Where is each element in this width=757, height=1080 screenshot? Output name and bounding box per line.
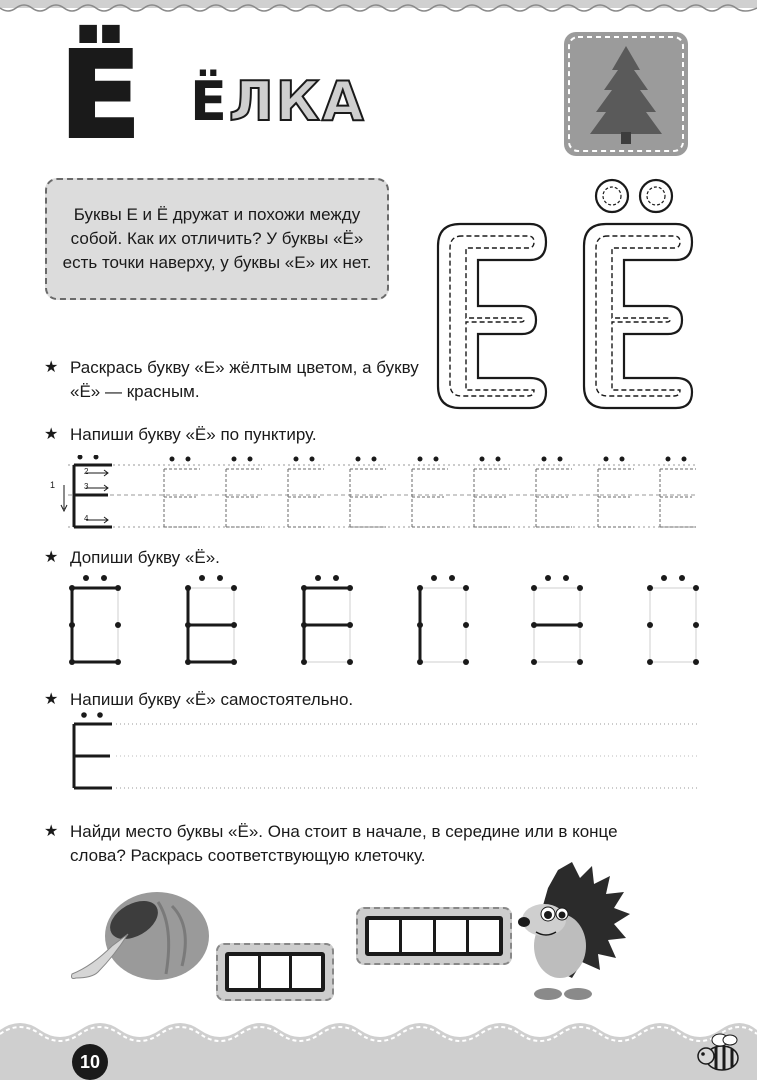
bee-icon [694, 1030, 744, 1074]
task-trace-text: Напиши букву «Ё» по пунктиру. [70, 425, 317, 444]
title-word-first-letter: Ё [190, 70, 227, 133]
grid-cell[interactable] [229, 956, 261, 988]
trace-writing-row [50, 455, 700, 530]
task-complete-text: Допиши букву «Ё». [70, 548, 220, 567]
hedgehog-icon [512, 858, 632, 1003]
stroke-number-1: 1 [50, 480, 56, 490]
task-trace [44, 423, 544, 447]
star-icon: ★ [44, 691, 59, 708]
outline-letter-e [438, 224, 546, 408]
stroke-number-4: 4 [84, 514, 89, 523]
task-self [44, 688, 544, 712]
star-icon: ★ [44, 426, 59, 443]
big-letter-yo: Ё [60, 26, 141, 164]
complete-letters-row [60, 572, 710, 672]
grid-cell[interactable] [292, 956, 321, 988]
title-word-yolka [190, 62, 366, 132]
grid-cell[interactable] [402, 920, 435, 952]
info-card [45, 178, 389, 300]
task-color-text: Раскрась букву «Е» жёлтым цветом, а букву «Ё» — красным. [70, 358, 419, 401]
task-complete [44, 546, 544, 570]
task-color [44, 356, 424, 404]
top-decorative-band [0, 0, 757, 12]
self-writing-row[interactable] [62, 712, 702, 792]
task-position-text: Найди место буквы «Ё». Она стоит в начале, в середине или в конце слова? Раскрась соответствующую клеточку. [70, 822, 618, 865]
fir-tree-picture [564, 32, 688, 156]
honey-pot-icon [62, 886, 212, 986]
outline-letter-yo [584, 180, 692, 408]
grid-cell[interactable] [261, 956, 293, 988]
star-icon: ★ [44, 359, 59, 376]
star-icon: ★ [44, 823, 59, 840]
page-number: 10 [72, 1044, 108, 1080]
word-grid-hedgehog [356, 907, 512, 965]
info-card-text: Буквы Е и Ё дружат и похожи между собой. Как их отличить? У буквы «Ё» есть точки наверху, у буквы «Е» их нет. [62, 205, 372, 272]
grid-cell[interactable] [369, 920, 402, 952]
task-self-text: Напиши букву «Ё» самостоятельно. [70, 690, 354, 709]
grid-cell[interactable] [469, 920, 499, 952]
word-grid-honey [216, 943, 334, 1001]
title-word-rest: ЛКА [228, 70, 366, 133]
stroke-number-3: 3 [84, 482, 89, 491]
stroke-number-2: 2 [84, 467, 89, 476]
outlined-letters-e-yo [430, 178, 710, 414]
star-icon: ★ [44, 549, 59, 566]
grid-cell[interactable] [436, 920, 469, 952]
fir-tree-icon [564, 32, 688, 156]
bottom-decorative-band [0, 1010, 757, 1080]
